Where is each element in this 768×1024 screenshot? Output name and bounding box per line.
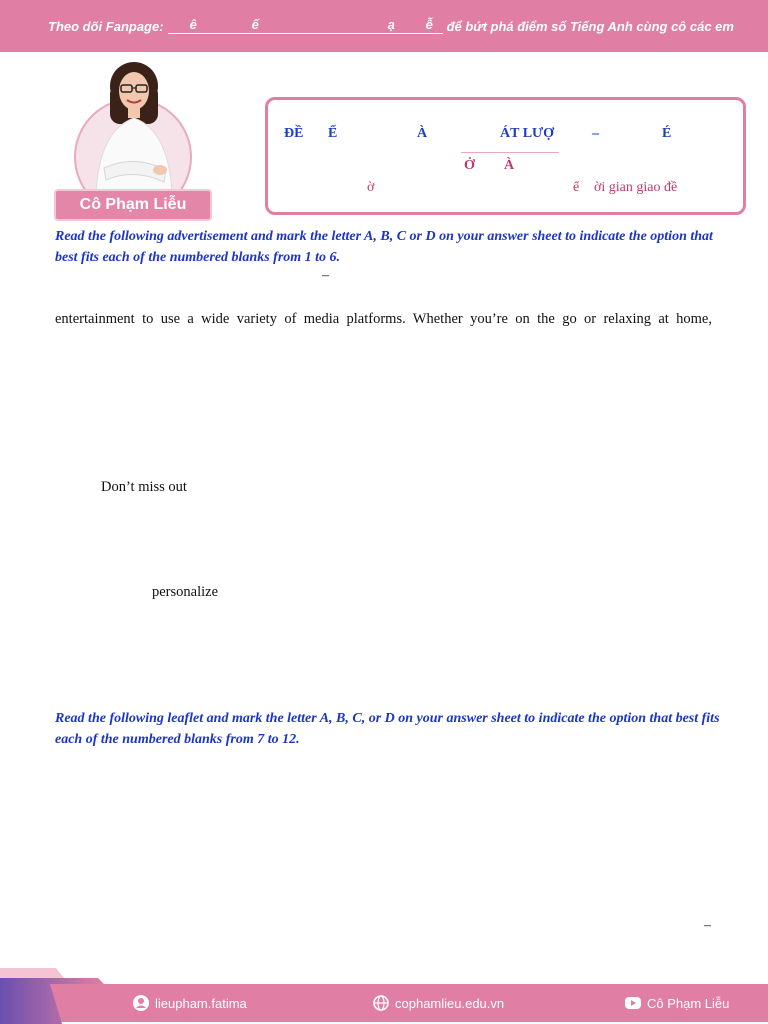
youtube-icon xyxy=(625,995,641,1011)
youtube-label: Cô Phạm Liễu xyxy=(647,995,730,1011)
teacher-name-tag: Cô Phạm Liễu xyxy=(54,189,212,221)
personalize-text: personalize xyxy=(152,584,219,600)
title-fragment: À xyxy=(504,158,515,173)
banner-suffix: để bứt phá điểm số Tiếng Anh cùng cô các em xyxy=(446,18,734,34)
title-line-2 xyxy=(268,158,743,178)
footer-accent-shape xyxy=(0,968,120,1024)
title-fragment: ể xyxy=(573,180,580,195)
link-glyph: ê xyxy=(189,17,197,32)
globe-icon xyxy=(373,995,389,1011)
title-fragment: É xyxy=(662,126,672,141)
dash-marker: – xyxy=(704,918,711,933)
teacher-avatar xyxy=(52,58,214,224)
link-glyph: ế xyxy=(251,17,259,32)
top-banner xyxy=(0,0,768,52)
website-link[interactable] xyxy=(373,995,504,1011)
title-fragment: ờ xyxy=(367,180,375,195)
facebook-label: lieupham.fatima xyxy=(155,995,247,1011)
instruction-part-1: Read the following advertisement and mark the letter A, B, C or D on your answer sheet to indicate the option that best fits each of the numbered blanks from 1 to 6. xyxy=(55,229,713,265)
banner-prefix: Theo dõi Fanpage: xyxy=(48,18,164,34)
title-fragment: ĐỀ xyxy=(284,126,304,141)
instruction-part-2: Read the following leaflet and mark the letter A, B, C, or D on your answer sheet to indicate the option that best fits each of the numbered blanks from 7 to 12. xyxy=(55,711,720,747)
paragraph-line: entertainment to use a wide variety of media platforms. Whether you’re on the go or relaxing at home, xyxy=(55,311,712,327)
title-line-1 xyxy=(282,126,729,146)
title-line-3 xyxy=(268,180,743,200)
title-fragment: – xyxy=(592,126,599,141)
title-divider xyxy=(461,152,559,153)
title-fragment: Ế xyxy=(328,126,338,141)
dash-marker: – xyxy=(322,268,329,283)
title-fragment: Ở xyxy=(464,158,475,173)
website-label: cophamlieu.edu.vn xyxy=(395,995,505,1011)
link-glyph: ễ xyxy=(425,17,433,32)
link-glyph: ạ xyxy=(387,17,395,32)
user-icon xyxy=(133,995,149,1011)
youtube-link[interactable] xyxy=(625,995,729,1011)
title-fragment: ời gian giao đề xyxy=(594,180,678,195)
title-fragment: ÁT LƯỢ xyxy=(500,126,555,141)
facebook-link[interactable] xyxy=(133,995,247,1011)
exam-title-box xyxy=(265,97,746,215)
dont-miss-text: Don’t miss out xyxy=(101,479,187,495)
title-fragment: À xyxy=(417,126,428,141)
teacher-photo xyxy=(74,58,192,192)
footer xyxy=(0,968,768,1024)
fanpage-link[interactable] xyxy=(168,18,443,34)
